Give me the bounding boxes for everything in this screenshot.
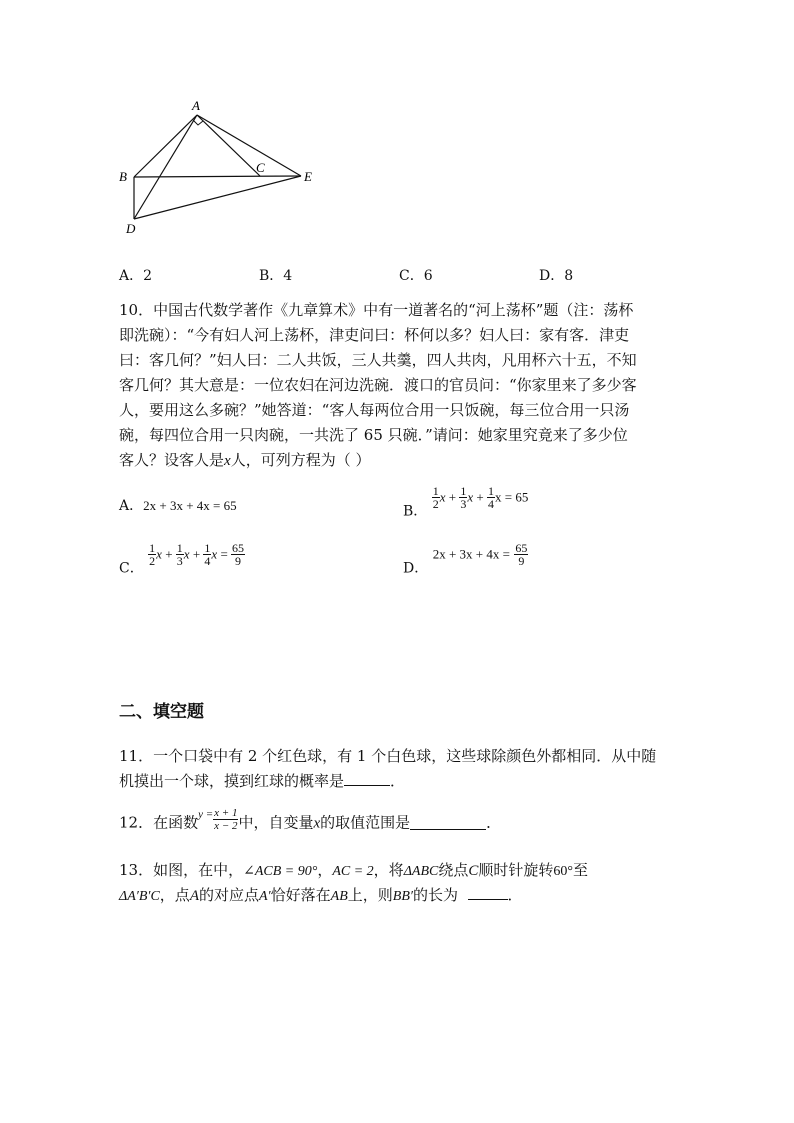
- q12-fraction: $\frac{x + 1}{x - 2}$: [214, 807, 238, 832]
- q10-c-frac-1: $\frac{1}{2}$: [149, 541, 156, 568]
- q10-option-b-label: B．: [403, 503, 428, 520]
- q13-l2e: 的长为: [412, 886, 458, 904]
- right-angle-mark: [193, 120, 203, 125]
- q10-last-post: 人，可列方程为（ ）: [230, 451, 371, 469]
- q10-line-3: 曰：客几何？”妇人曰：二人共饭，三人共羹，四人共肉，凡用杯六十五，不知: [119, 351, 637, 369]
- q13-l2a: ，点: [159, 886, 190, 904]
- q10-option-a: [119, 495, 237, 515]
- segment-ae: [197, 115, 301, 176]
- q13-mid2: 绕点: [438, 861, 469, 879]
- q10-line-6: 碗，每四位合用一只肉碗，一共洗了 65 只碗．”请问：她家里究竟来了多少位: [119, 426, 628, 444]
- q11-line-1: 11．一个口袋中有 2 个红色球，有 1 个白色球，这些球除颜色外都相同．从中随: [119, 747, 657, 765]
- q13-triangle-a2b2c: ΔA′B′C: [119, 889, 160, 904]
- q10-b-frac-1: $\frac{1}{2}$: [432, 484, 439, 511]
- q10-line-2: 即洗碗）：“今有妇人河上荡杯，津吏问曰：杯何以多？妇人曰：家有客．津吏: [119, 326, 630, 344]
- q10-c-frac-3: $\frac{1}{4}$: [204, 541, 211, 568]
- q12-pre: 12．在函数: [119, 813, 199, 832]
- q10-option-c: C． $\frac{1}{2}$ x + $\frac{1}{3}$ x + $\frac{1}{4}$ x = $\frac{65}{9}$: [119, 541, 245, 577]
- q10-line-1: 10．中国古代数学著作《九章算术》中有一道著名的“河上荡杯”题（注：荡杯: [119, 301, 634, 319]
- q10-last-pre: 客人？设客人是: [119, 451, 225, 469]
- q13-segment-ab: AB: [330, 889, 348, 904]
- q13-point-c: C: [468, 863, 479, 879]
- q10-option-d: [403, 542, 528, 578]
- label-d: D: [126, 221, 136, 236]
- q11-line-2-text: 机摸出一个球，摸到红球的概率是: [119, 772, 345, 790]
- segment-ac: [197, 115, 260, 176]
- q11-line-2-end: ．: [390, 772, 406, 790]
- q9-option-b: B．4: [259, 268, 293, 284]
- label-b: B: [119, 169, 127, 184]
- q10-c-frac-65-9: $\frac{65}{9}$: [232, 541, 245, 568]
- q12-answer-blank[interactable]: [410, 815, 486, 830]
- q10-option-b-rhs: x = 65: [495, 489, 529, 505]
- q10-option-d-expr: 2x + 3x + 4x =: [432, 546, 510, 562]
- q13-mid3: 顺时针旋转: [478, 861, 554, 879]
- q9-option-a: A．2: [119, 268, 153, 284]
- segment-de: [134, 176, 301, 219]
- q13-mid: ，将: [373, 861, 404, 879]
- q10-var-x: x: [224, 453, 231, 469]
- q10-c-frac-2: $\frac{1}{3}$: [176, 541, 183, 568]
- q10-line-5: 人，要用这么多碗？”她答道：“客人每两位合用一只饭碗，每三位合用一只汤: [119, 401, 630, 419]
- q11-answer-blank[interactable]: [344, 771, 390, 786]
- q10-option-c-label: C．: [119, 560, 144, 577]
- q13-ac: AC = 2: [332, 864, 374, 879]
- q13-answer-blank[interactable]: [468, 885, 508, 900]
- q13-degree: 60°: [553, 864, 574, 879]
- q10-b-frac-3: $\frac{1}{4}$: [488, 484, 494, 511]
- q13-triangle-abc: ΔABC: [403, 864, 439, 879]
- section-title-fill-blank: 二、填空题: [119, 702, 204, 722]
- q13-point-a: A: [189, 888, 199, 904]
- q10-line-4: 客几何？其大意是：一位农妇在河边洗碗．渡口的官员问：“你家里来了多少客: [119, 376, 637, 394]
- q10-d-frac-65-9: $\frac{65}{9}$: [515, 541, 528, 568]
- q10-option-d-label: D．: [403, 560, 429, 577]
- q12-mid: 中，自变量: [238, 813, 314, 832]
- triangle-figure: [110, 95, 330, 240]
- q9-option-d: D．8: [539, 268, 574, 284]
- q10-option-a-label: A．: [119, 498, 144, 514]
- q13-pre: 13．如图，在中，: [119, 861, 244, 879]
- q13-segment-bb: BB′: [392, 889, 413, 904]
- q9-option-c: C．6: [399, 268, 433, 284]
- q13-mid4: 至: [573, 861, 589, 879]
- q13-l2c: 恰好落在: [270, 886, 331, 904]
- q13-comma: ，: [317, 861, 333, 879]
- q12-line: [119, 807, 501, 833]
- q13-l2b: 的对应点: [198, 886, 259, 904]
- q13-point-a-prime: A′: [259, 889, 271, 904]
- q13-l2d: 上，则: [347, 886, 393, 904]
- label-c: C: [256, 160, 265, 175]
- q10-line-7: [119, 449, 370, 470]
- q13-line-1: [119, 859, 588, 880]
- q10-option-a-expr: 2x + 3x + 4x = 65: [143, 498, 237, 513]
- label-e: E: [304, 169, 312, 184]
- q13-angle: ∠ACB = 90°: [243, 864, 318, 879]
- q12-y-eq: y =: [198, 808, 214, 821]
- label-a: A: [192, 98, 200, 113]
- q12-var: x: [313, 815, 321, 832]
- q12-post: 的取值范围是: [320, 813, 411, 832]
- q11-line-2: [119, 770, 405, 791]
- q13-line-2: [119, 884, 523, 905]
- q12-end: ．: [486, 813, 502, 832]
- q10-b-frac-2: $\frac{1}{3}$: [460, 484, 467, 511]
- q13-end: ．: [507, 886, 523, 904]
- q10-option-b: B． $\frac{1}{2}$ x + $\frac{1}{3}$ x + $\frac{1}{4}$ x = 65: [403, 484, 529, 520]
